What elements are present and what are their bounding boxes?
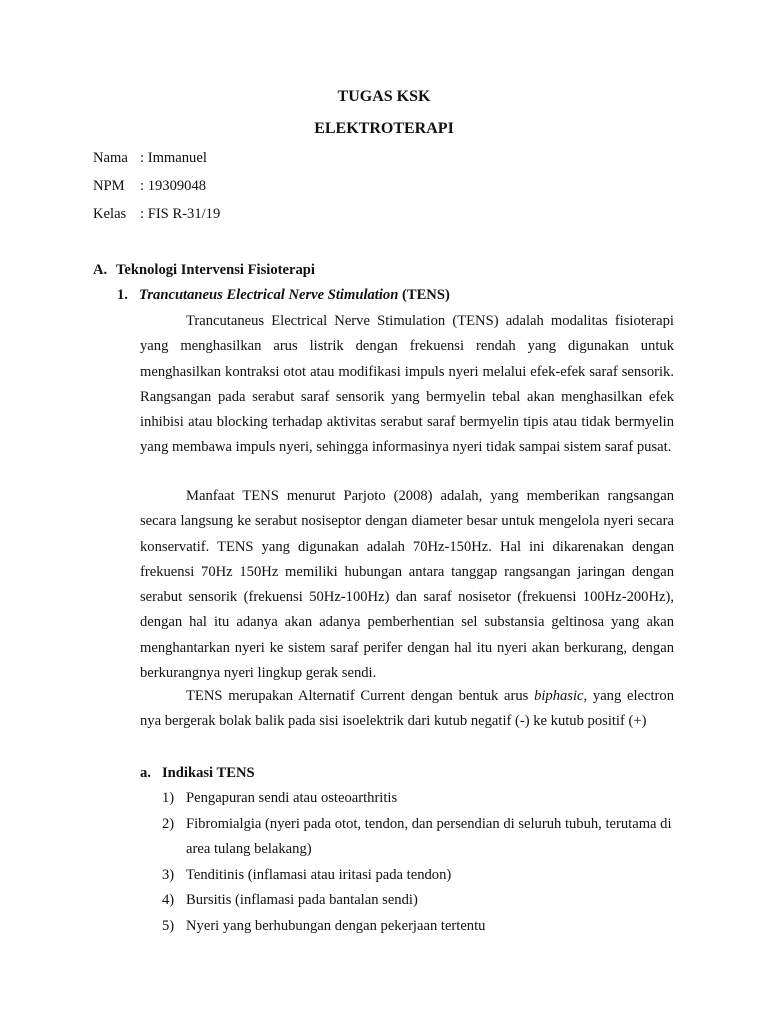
list-item [162,914,682,940]
document-title: TUGAS KSK [337,88,431,105]
list-item [162,786,682,812]
name-label: Nama [93,150,128,166]
class-value: : FIS R-31/19 [140,206,221,222]
class-label: Kelas [93,206,127,222]
section-a-heading [93,260,315,280]
npm-value: : 19309048 [140,178,207,194]
list-item-number: 4) [162,892,175,908]
paragraph-2-text: Manfaat TENS menurut Parjoto (2008) adalah, yang memberikan rangsangan secara langsung ke serabut nosiseptor dengan diameter besar untuk mengelola nyeri secara konservatif. TENS yang digunakan adalah 70Hz-150Hz. Hal ini dikarenakan dengan frekuensi 70Hz 150Hz memiliki hubungan antara tanggap rangsangan jaringan dengan serabut sensorik (frekuensi 50Hz-100Hz) dan saraf nosisetor (frekuensi 100Hz-200Hz), dengan hal itu adanya akan adanya pemberhentian sel substansia geltinosa yang akan menghantarkan nyeri ke sistem saraf perifer dengan hal itu nyeri akan berkurang, dengan berkurangnya nyeri lingkup gerak sendi. [140,488,674,682]
list-item-number: 3) [162,866,175,883]
list-item-text: Tenditinis (inflamasi atau iritasi pada tendon) [186,866,452,883]
list-item-number: 1) [162,790,175,806]
paragraph-3-part-2: , yang electron nya bergerak bolak balik pada sisi isoelektrik dari kutub negatif (-) ke kutub positif (+) [140,688,674,730]
document-subtitle: ELEKTROTERAPI [314,120,454,137]
list-item [162,888,682,914]
student-name-row [93,148,207,168]
list-item-text: Nyeri yang berhubungan dengan pekerjaan tertentu [186,917,486,934]
subsection-1-heading [117,285,450,305]
subsection-1-title-abbr: (TENS) [401,287,450,303]
list-item-text: Bursitis (inflamasi pada bantalan sendi) [186,892,418,908]
list-item [162,812,682,863]
list-item-number: 5) [162,917,175,934]
subsection-a-number: a. [140,765,151,781]
list-item [162,863,682,889]
section-a-number: A. [93,262,108,278]
subsection-1-number: 1. [117,287,128,303]
paragraph-2 [140,484,674,686]
list-item-text: Fibromialgia (nyeri pada otot, tendon, dan persendian di seluruh tubuh, terutama di area tulang belakang) [186,815,672,857]
npm-label: NPM [93,178,125,194]
list-item-text: Pengapuran sendi atau osteoarthritis [186,790,398,806]
paragraph-3-text [140,684,674,735]
student-npm-row [93,176,206,196]
subsection-a-title: Indikasi TENS [162,765,255,781]
subsection-1-title-italic: Trancutaneus Electrical Nerve Stimulation [139,287,399,303]
paragraph-1-text: Trancutaneus Electrical Nerve Stimulation (TENS) adalah modalitas fisioterapi yang menghasilkan arus listrik dengan frekuensi rendah yang digunakan untuk menghasilkan kontraksi otot atau modifikasi impuls nyeri melalui efek-efek saraf sensorik. Rangsangan pada serabut saraf sensorik yang bermyelin tebal akan menghasilkan efek inhibisi atau blocking terhadap aktivitas serabut saraf bermyelin tipis atau tidak bermyelin yang membawa impuls nyeri, sehingga informasinya nyeri tidak sampai sistem saraf pusat. [140,313,674,456]
subsection-a-heading [140,763,255,783]
paragraph-1 [140,309,674,461]
section-a-title: Teknologi Intervensi Fisioterapi [116,262,315,278]
paragraph-3-part-1: TENS merupakan Alternatif Current dengan bentuk arus [186,688,535,704]
paragraph-3 [140,684,674,735]
name-value: : Immanuel [140,150,207,166]
student-class-row [93,204,220,224]
indications-list [162,786,682,939]
paragraph-3-italic: biphasic [534,688,584,704]
list-item-number: 2) [162,815,175,832]
